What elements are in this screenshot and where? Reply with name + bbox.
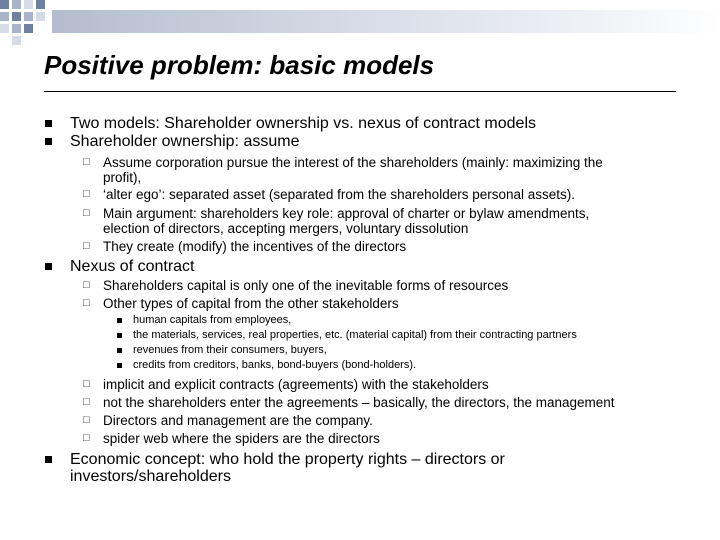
bullet-text-level-1: investors/shareholders xyxy=(70,468,231,485)
hollow-square-bullet-icon: □ xyxy=(83,297,90,309)
bullet-text-level-2: ‘alter ego’: separated asset (separated from the shareholders personal assets). xyxy=(103,187,576,202)
hollow-square-bullet-icon: □ xyxy=(83,414,90,426)
hollow-square-bullet-icon: □ xyxy=(83,156,90,168)
bullet-text-level-1: Economic concept: who hold the property rights – directors or xyxy=(70,451,505,468)
small-square-bullet-icon xyxy=(117,318,122,323)
slide-title: Positive problem: basic models xyxy=(44,50,435,80)
small-square-bullet-icon xyxy=(117,363,122,368)
hollow-square-bullet-icon: □ xyxy=(83,432,90,444)
bullet-text-level-2: profit), xyxy=(103,170,142,185)
bullet-text-level-2: implicit and explicit contracts (agreements) with the stakeholders xyxy=(103,377,489,392)
square-bullet-icon xyxy=(45,138,52,145)
bullet-text-level-3: the materials, services, real properties, etc. (material capital) from their contracting partners xyxy=(133,329,577,341)
bullet-text-level-1: Two models: Shareholder ownership vs. nexus of contract models xyxy=(70,115,537,132)
bullet-text-level-2: Main argument: shareholders key role: approval of charter or bylaw amendments, xyxy=(103,206,590,221)
bullet-text-level-2: Directors and management are the company. xyxy=(103,413,373,428)
bullet-text-level-2: Assume corporation pursue the interest of the shareholders (mainly: maximizing the xyxy=(103,155,603,170)
hollow-square-bullet-icon: □ xyxy=(83,279,90,291)
bullet-text-level-1: Shareholder ownership: assume xyxy=(70,133,300,150)
bullet-text-level-3: revenues from their consumers, buyers, xyxy=(133,344,327,356)
square-bullet-icon xyxy=(45,263,52,270)
bullet-text-level-2: Other types of capital from the other stakeholders xyxy=(103,296,399,311)
bullet-text-level-3: human capitals from employees, xyxy=(133,314,292,326)
small-square-bullet-icon xyxy=(117,348,122,353)
hollow-square-bullet-icon: □ xyxy=(83,240,90,252)
header-gradient-band xyxy=(52,10,720,33)
hollow-square-bullet-icon: □ xyxy=(83,188,90,200)
small-square-bullet-icon xyxy=(117,333,122,338)
bullet-text-level-3: credits from creditors, banks, bond-buyers (bond-holders). xyxy=(133,359,417,371)
hollow-square-bullet-icon: □ xyxy=(83,207,90,219)
bullet-text-level-2: Shareholders capital is only one of the inevitable forms of resources xyxy=(103,278,509,293)
bullet-text-level-1: Nexus of contract xyxy=(70,258,195,275)
bullet-text-level-2: election of directors, accepting mergers, voluntary dissolution xyxy=(103,221,469,236)
hollow-square-bullet-icon: □ xyxy=(83,378,90,390)
square-bullet-icon xyxy=(45,120,52,127)
bullet-text-level-2: not the shareholders enter the agreements – basically, the directors, the management xyxy=(103,395,615,410)
hollow-square-bullet-icon: □ xyxy=(83,396,90,408)
square-bullet-icon xyxy=(45,456,52,463)
bullet-text-level-2: spider web where the spiders are the directors xyxy=(103,431,380,446)
title-underline xyxy=(44,91,676,92)
bullet-text-level-2: They create (modify) the incentives of the directors xyxy=(103,239,407,254)
